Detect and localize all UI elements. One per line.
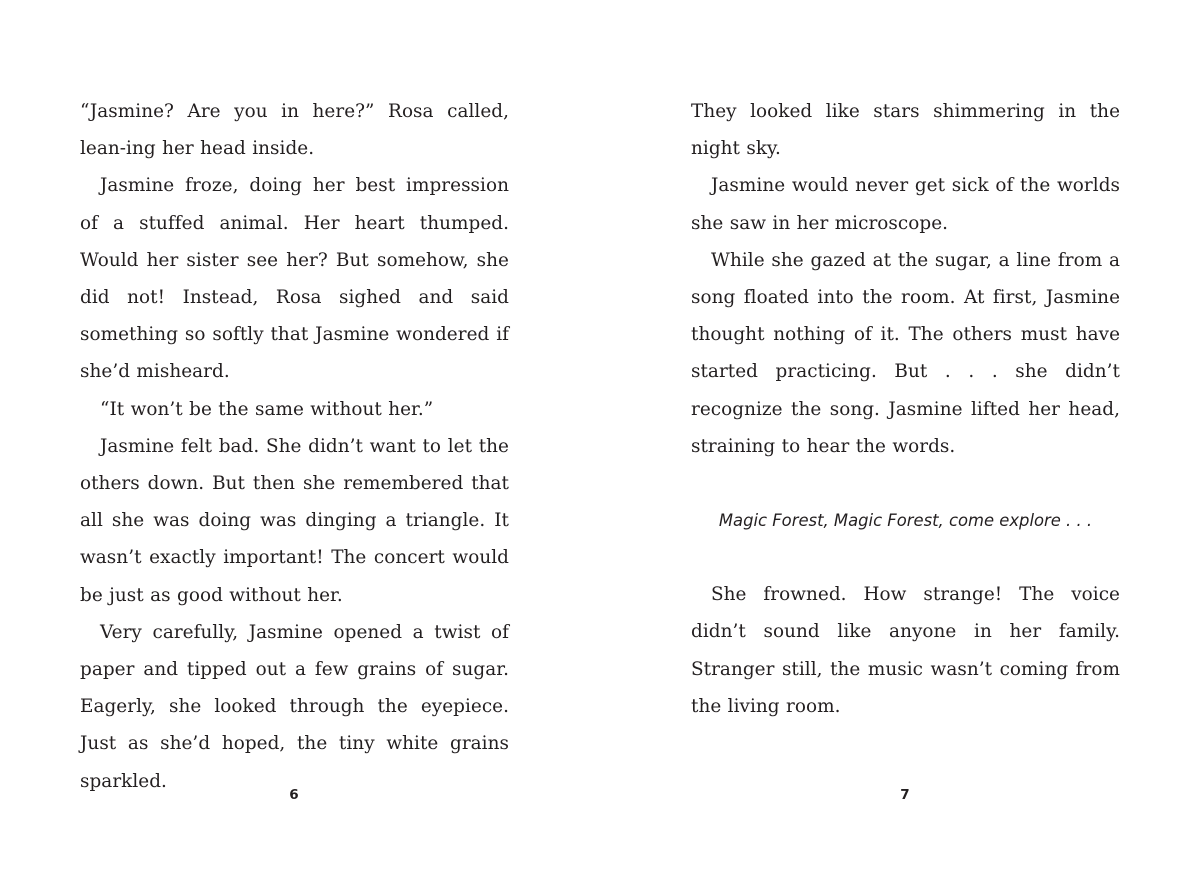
paragraph: “Jasmine? Are you in here?” Rosa called, lean-ing her head inside. (80, 101, 509, 160)
page-number-right: 7 (900, 787, 910, 803)
paragraph: They looked like stars shimmering in the night sky. (691, 101, 1120, 160)
paragraph: Very carefully, Jasmine opened a twist of paper and tipped out a few grains of sugar. Eagerly, she looked through the eyepiece. Just as she’d hoped, the tiny white grains sparkled. (80, 621, 509, 792)
page-number-left: 6 (289, 787, 299, 803)
paragraph: Jasmine would never get sick of the worlds she saw in her microscope. (691, 175, 1120, 234)
paragraph: Jasmine froze, doing her best impression of a stuffed animal. Her heart thumped. Would her sister see her? But somehow, she did not! Instead, Rosa sighed and said something so softly that Jasmine wondered if she’d misheard. (80, 175, 509, 383)
paragraph: She frowned. How strange! The voice didn’t sound like anyone in her family. Stranger still, the music wasn’t coming from the living room. (691, 584, 1120, 717)
paragraph: While she gazed at the sugar, a line from a song floated into the room. At first, Jasmine thought nothing of it. The others must have started practicing. But . . . she didn’t recognize the song. Jasmine lifted her head, straining to hear the words. (691, 249, 1120, 457)
left-page (80, 93, 509, 800)
right-page (691, 93, 1120, 725)
song-lyric: Magic Forest, Magic Forest, come explore . . . (718, 511, 1093, 531)
paragraph: Jasmine felt bad. She didn’t want to let the others down. But then she remembered that all she was doing was dinging a triangle. It wasn’t exactly important! The concert would be just as good without her. (80, 435, 509, 606)
paragraph: “It won’t be the same without her.” (100, 398, 434, 420)
